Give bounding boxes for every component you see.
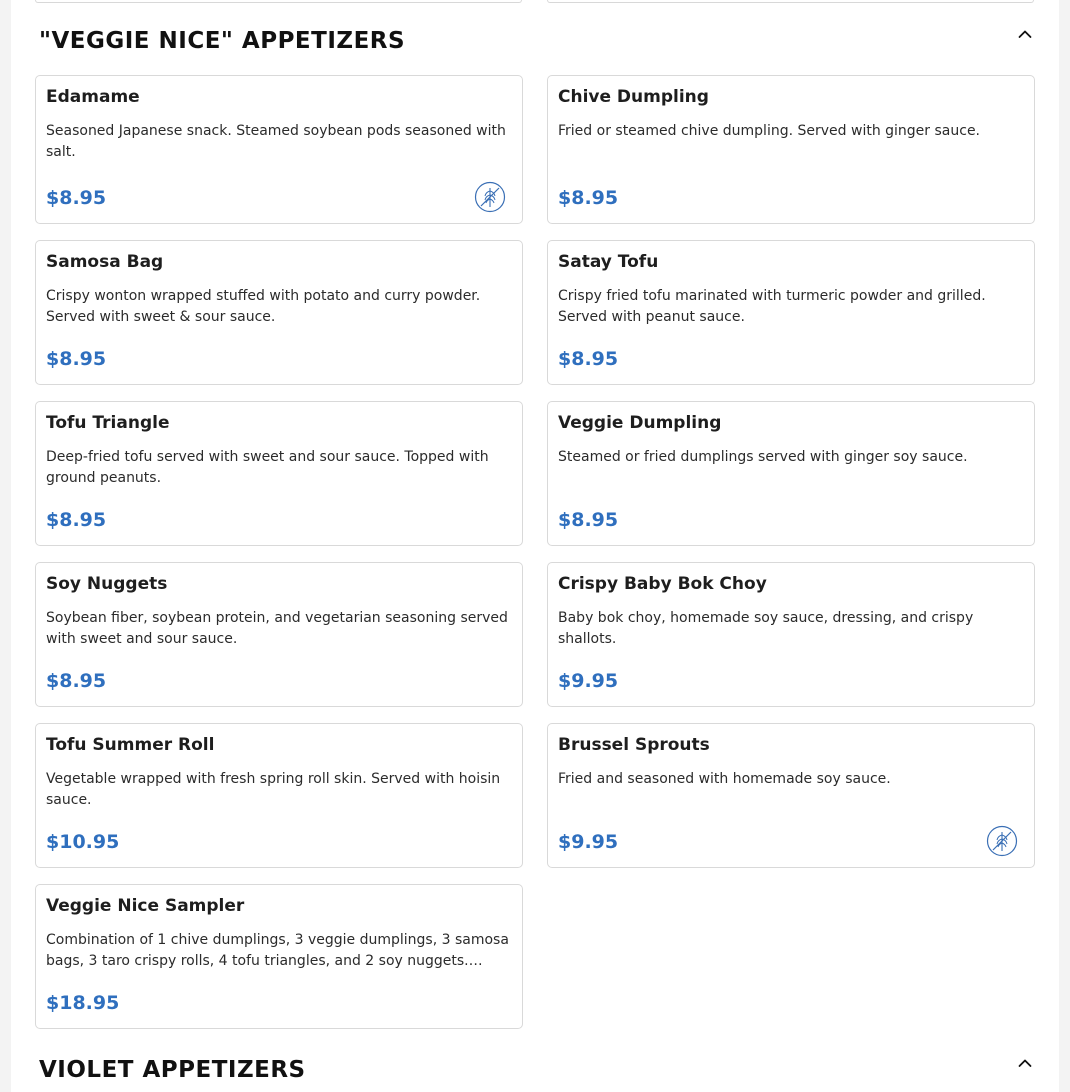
menu-item-name: Edamame	[46, 87, 140, 107]
menu-item-description: Crispy wonton wrapped stuffed with potato and curry powder. Served with sweet & sour sauce.	[46, 288, 481, 325]
menu-item-description: Seasoned Japanese snack. Steamed soybean pods seasoned with salt.	[46, 123, 506, 160]
section-title: "VEGGIE NICE" APPETIZERS	[39, 28, 406, 54]
menu-item-card[interactable]	[35, 401, 523, 546]
menu-item-name: Soy Nuggets	[46, 574, 168, 594]
menu-item-name: Crispy Baby Bok Choy	[558, 574, 767, 594]
menu-item-description: Fried and seasoned with homemade soy sauce.	[558, 771, 891, 787]
menu-item-price: $10.95	[46, 831, 120, 853]
menu-item-description: Baby bok choy, homemade soy sauce, dressing, and crispy shallots.	[558, 610, 974, 647]
menu-item-name: Brussel Sprouts	[558, 735, 710, 755]
menu-item-card[interactable]	[35, 884, 523, 1029]
section-header-veggie-nice	[39, 28, 405, 54]
menu-item-price: $8.95	[46, 187, 107, 209]
menu-item-price: $9.95	[558, 831, 619, 853]
menu-item-price: $8.95	[558, 348, 619, 370]
menu-item-description: Deep-fried tofu served with sweet and sour sauce. Topped with ground peanuts.	[46, 449, 489, 486]
menu-item-price: $18.95	[46, 992, 120, 1014]
menu-item-card[interactable]	[547, 562, 1035, 707]
menu-panel	[11, 0, 1059, 1092]
menu-item-name: Tofu Triangle	[46, 413, 170, 433]
section-header-violet	[39, 1057, 306, 1083]
chevron-up-icon	[1018, 1058, 1032, 1068]
menu-item-price: $8.95	[46, 509, 107, 531]
menu-item-name: Chive Dumpling	[558, 87, 709, 107]
chevron-up-icon	[1018, 29, 1032, 39]
menu-item-description: Fried or steamed chive dumpling. Served with ginger sauce.	[558, 123, 981, 139]
menu-item-name: Satay Tofu	[558, 252, 659, 272]
collapse-section-button[interactable]	[1014, 1052, 1036, 1074]
menu-item-price: $8.95	[558, 509, 619, 531]
menu-item-card[interactable]	[547, 240, 1035, 385]
menu-item-card[interactable]	[547, 723, 1035, 868]
menu-item-description: Steamed or fried dumplings served with ginger soy sauce.	[558, 449, 968, 465]
menu-item-card[interactable]	[547, 75, 1035, 224]
menu-item-price: $9.95	[558, 670, 619, 692]
section-title: VIOLET APPETIZERS	[39, 1057, 306, 1083]
menu-item-name: Veggie Nice Sampler	[46, 896, 245, 916]
menu-item-name: Samosa Bag	[46, 252, 164, 272]
menu-item-description: Combination of 1 chive dumplings, 3 veggie dumplings, 3 samosa bags, 3 taro crispy rolls, 4 tofu triangles, and 2 soy nuggets.…	[46, 932, 509, 969]
menu-item-description: Soybean fiber, soybean protein, and vegetarian seasoning served with sweet and sour sauce.	[46, 610, 508, 647]
previous-card-edge	[35, 0, 522, 3]
menu-item-name: Tofu Summer Roll	[46, 735, 215, 755]
menu-item-card[interactable]	[35, 75, 523, 224]
collapse-section-button[interactable]	[1014, 23, 1036, 45]
menu-item-description: Vegetable wrapped with fresh spring roll skin. Served with hoisin sauce.	[46, 771, 501, 808]
previous-card-edge	[547, 0, 1034, 3]
gluten-free-icon	[986, 825, 1018, 857]
menu-item-price: $8.95	[46, 348, 107, 370]
menu-item-card[interactable]	[35, 723, 523, 868]
menu-item-name: Veggie Dumpling	[558, 413, 722, 433]
menu-item-card[interactable]	[35, 240, 523, 385]
gluten-free-icon	[474, 181, 506, 213]
menu-item-price: $8.95	[46, 670, 107, 692]
menu-item-description: Crispy fried tofu marinated with turmeric powder and grilled. Served with peanut sauce.	[558, 288, 986, 325]
menu-item-card[interactable]	[35, 562, 523, 707]
menu-item-card[interactable]	[547, 401, 1035, 546]
menu-item-price: $8.95	[558, 187, 619, 209]
previous-section-cards-edge	[35, 0, 1035, 3]
